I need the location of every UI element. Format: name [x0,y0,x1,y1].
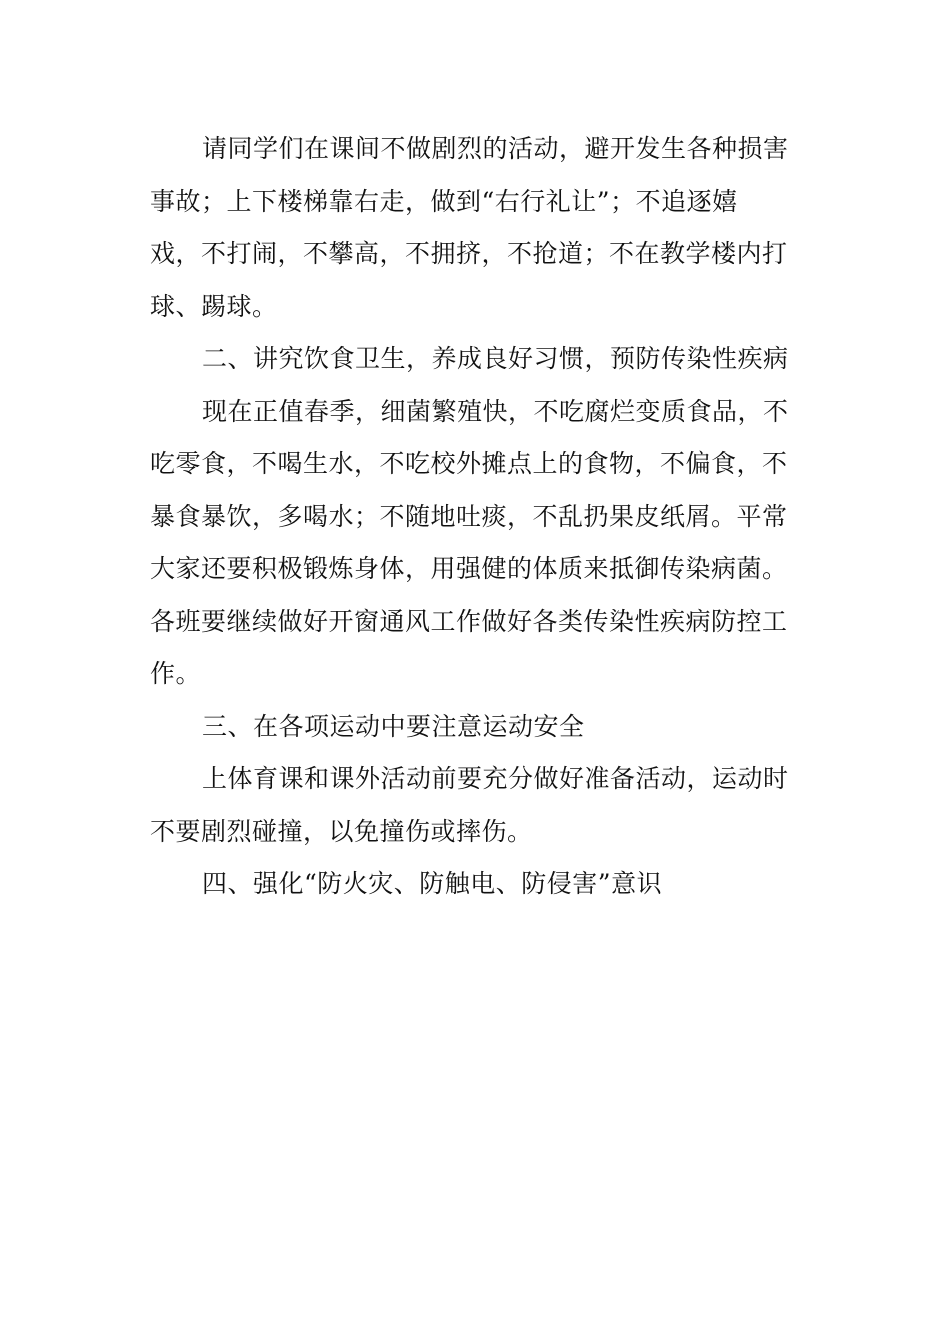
document-body [150,123,790,911]
paragraph-line: 暴食暴饮，多喝水；不随地吐痰，不乱扔果皮纸屑。平常 [150,501,788,531]
paragraph-line: 请同学们在课间不做剧烈的活动，避开发生各种损害 [202,134,789,163]
paragraph-line: 球、踢球。 [150,291,278,321]
paragraph-line: 事故；上下楼梯靠右走，做到“右行礼让”；不追逐嬉 [150,186,738,216]
paragraph-line: 上体育课和课外活动前要充分做好准备活动，运动时 [202,764,789,793]
paragraph-line: 吃零食，不喝生水，不吃校外摊点上的食物，不偏食，不 [150,449,788,478]
paragraph-line: 戏，不打闹，不攀高，不拥挤，不抢道；不在教学楼内打 [150,239,788,268]
paragraph-line: 作。 [150,659,202,688]
paragraph-line: 不要剧烈碰撞，以免撞伤或摔伤。 [150,816,533,846]
paragraph-line: 大家还要积极锻炼身体，用强健的体质来抵御传染病菌。 [150,554,788,583]
paragraph-line: 各班要继续做好开窗通风工作做好各类传染性疾病防控工 [150,606,788,636]
section-heading-2: 二、讲究饮食卫生，养成良好习惯，预防传染性疾病 [202,344,789,373]
section-heading-3: 三、在各项运动中要注意运动安全 [202,711,585,741]
paragraph-line: 现在正值春季，细菌繁殖快，不吃腐烂变质食品，不 [202,396,789,426]
section-heading-4: 四、强化“防火灾、防触电、防侵害”意识 [202,869,663,898]
